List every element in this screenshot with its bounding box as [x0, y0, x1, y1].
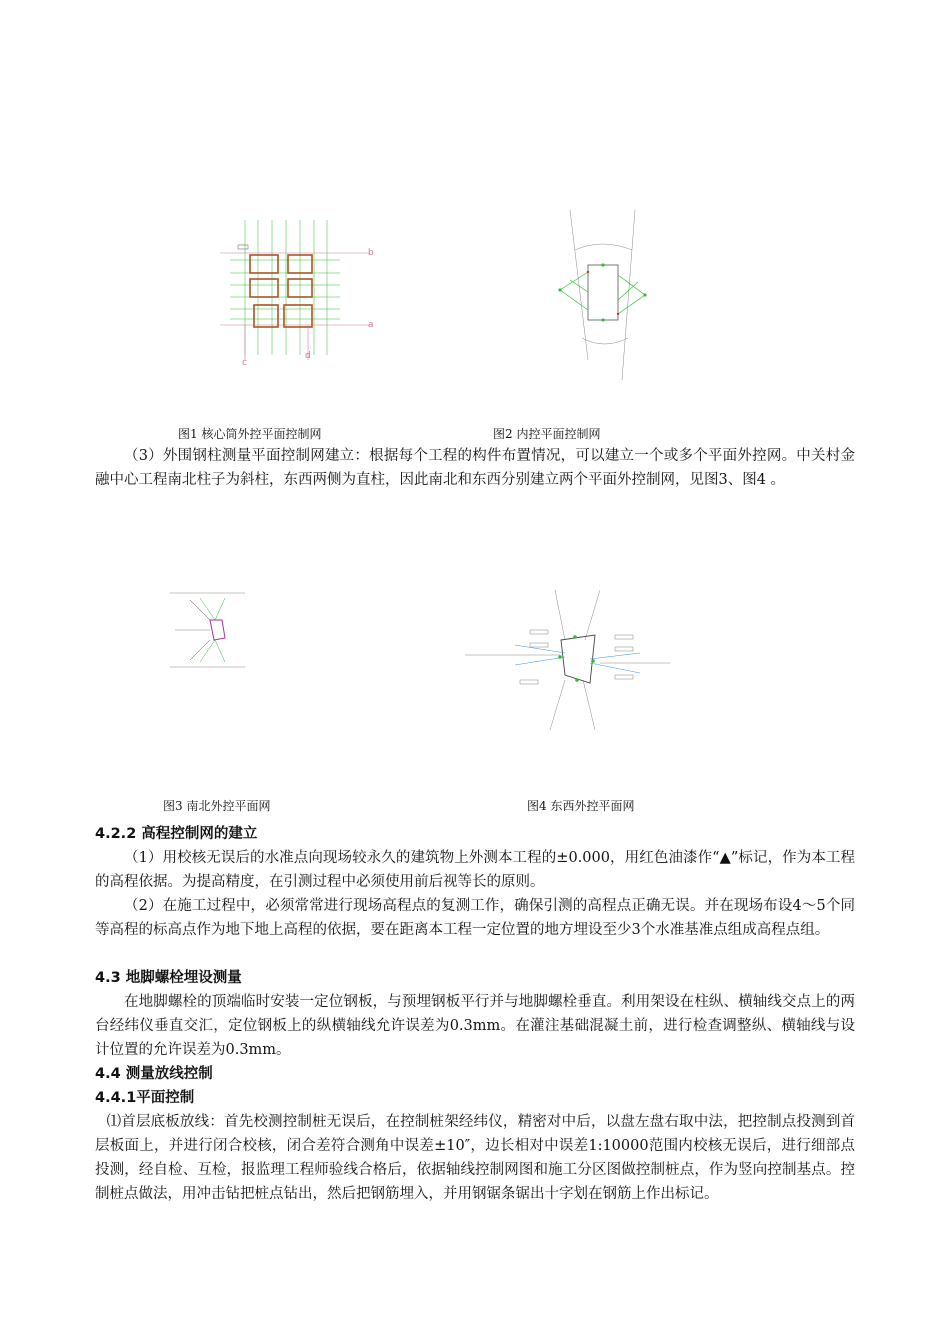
heading-4-3: 4.3 地脚螺栓埋设测量 [95, 970, 242, 986]
axis-label-d: d [305, 351, 311, 361]
figure-3-caption: 图3 南北外控平面网 [163, 799, 271, 813]
heading-4-4: 4.4 测量放线控制 [95, 1066, 213, 1082]
figure-4-caption: 图4 东西外控平面网 [527, 799, 635, 813]
axis-label-c: c [242, 358, 247, 368]
figure-1-drawing [210, 215, 390, 370]
figure-3-drawing [170, 590, 255, 670]
paragraph-4-2-2-2: （2）在施工过程中，必须常常进行现场高程点的复测工作，确保引测的高程点正确无误。并在现场布设4～5个同等高程的标高点作为地下地上高程的依据，要在距离本工程一定位置的地方埋设至少3个水准基准点组成高程点组。 [95, 898, 855, 938]
paragraph-4-3: 在地脚螺栓的顶端临时安装一定位钢板，与预埋钢板平行并与地脚螺栓垂直。利用架设在柱纵、横轴线交点上的两台经纬仪垂直交汇，定位钢板上的纵横轴线允许误差为0.3mm。在灌注基础混凝土前，进行检查调整纵、横轴线与设计位置的允许误差为0.3mm。 [95, 994, 855, 1058]
heading-4-2-2: 4.2.2 高程控制网的建立 [95, 826, 258, 842]
figure-2-caption: 图2 内控平面控制网 [493, 427, 601, 441]
figure-2-drawing [540, 210, 690, 385]
axis-label-b: b [368, 248, 374, 258]
paragraph-4-2-2-1: （1）用校核无误后的水准点向现场较永久的建筑物上外测本工程的±0.000，用红色油漆作“▲”标记，作为本工程的高程依据。为提高精度，在引测过程中必须使用前后视等长的原则。 [95, 850, 855, 890]
axis-label-a: a [368, 320, 374, 330]
heading-4-4-1: 4.4.1平面控制 [95, 1090, 195, 1106]
paragraph-3: （3）外围钢柱测量平面控制网建立：根据每个工程的构件布置情况，可以建立一个或多个平面外控网。中关村金融中心工程南北柱子为斜柱，东西两侧为直柱，因此南北和东西分别建立两个平面外控制网，见图3、图4 。 [95, 448, 855, 488]
figure-1-caption: 图1 核心筒外控平面控制网 [178, 427, 322, 441]
figure-4-drawing [465, 585, 670, 735]
paragraph-4-4-1: ⑴首层底板放线：首先校测控制桩无误后，在控制桩架经纬仪，精密对中后，以盘左盘右取中法，把控制点投测到首层板面上，并进行闭合校核，闭合差符合测角中误差±10″，边长相对中误差1:10000范围内校核无误后，进行细部点投测，经自检、互检，报监理工程师验线合格后，依据轴线控制网图和施工分区图做控制桩点，作为竖向控制基点。控制桩点做法，用冲击钻把桩点钻出，然后把钢筋埋入，并用钢锯条锯出十字划在钢筋上作出标记。 [95, 1114, 855, 1202]
